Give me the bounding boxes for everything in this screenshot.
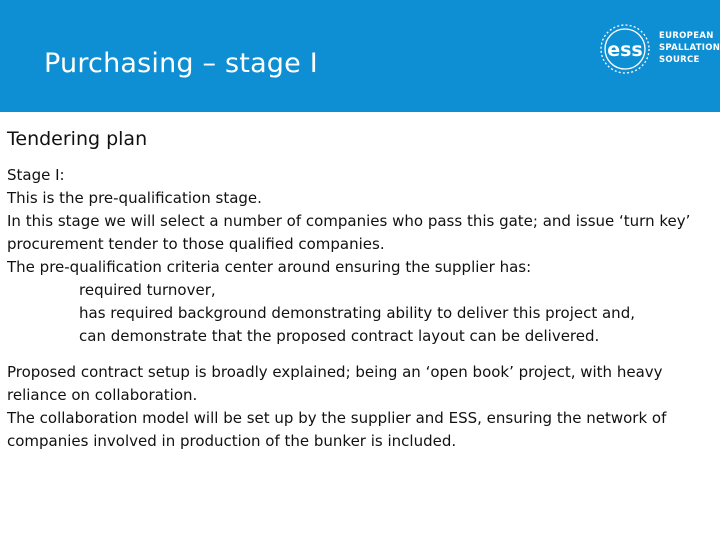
text-line: In this stage we will select a number of companies who pass this gate; and issue ‘turn key’ — [7, 212, 691, 230]
text-line: The pre-qualification criteria center around ensuring the supplier has: — [7, 258, 532, 276]
slide-title: Purchasing – stage I — [44, 48, 318, 79]
contract-setup — [7, 361, 713, 453]
text-line: The collaboration model will be set up by the supplier and ESS, ensuring the network of — [7, 409, 667, 427]
paragraph-gap — [7, 348, 713, 361]
text-line: procurement tender to those qualified companies. — [7, 235, 385, 253]
stage-description — [7, 164, 713, 348]
text-line: This is the pre-qualification stage. — [7, 189, 262, 207]
ess-logo-icon — [596, 22, 656, 76]
text-line: reliance on collaboration. — [7, 386, 198, 404]
ess-logo-mark: ess — [607, 39, 643, 61]
text-line: Proposed contract setup is broadly explained; being an ‘open book’ project, with heavy — [7, 363, 663, 381]
logo-line-3: SOURCE — [659, 55, 700, 65]
ess-logo-text — [659, 30, 720, 66]
slide-header — [0, 0, 720, 112]
criteria-item: required turnover, — [79, 281, 216, 299]
text-line: Stage I: — [7, 166, 65, 184]
ess-logo — [596, 22, 720, 76]
criteria-item: has required background demonstrating ability to deliver this project and, — [79, 304, 635, 322]
logo-line-2: SPALLATION — [659, 43, 720, 53]
text-line: companies involved in production of the bunker is included. — [7, 432, 457, 450]
slide-subtitle: Tendering plan — [7, 128, 148, 150]
slide-body — [7, 128, 713, 453]
criteria-item: can demonstrate that the proposed contract layout can be delivered. — [79, 327, 600, 345]
logo-line-1: EUROPEAN — [659, 31, 714, 41]
